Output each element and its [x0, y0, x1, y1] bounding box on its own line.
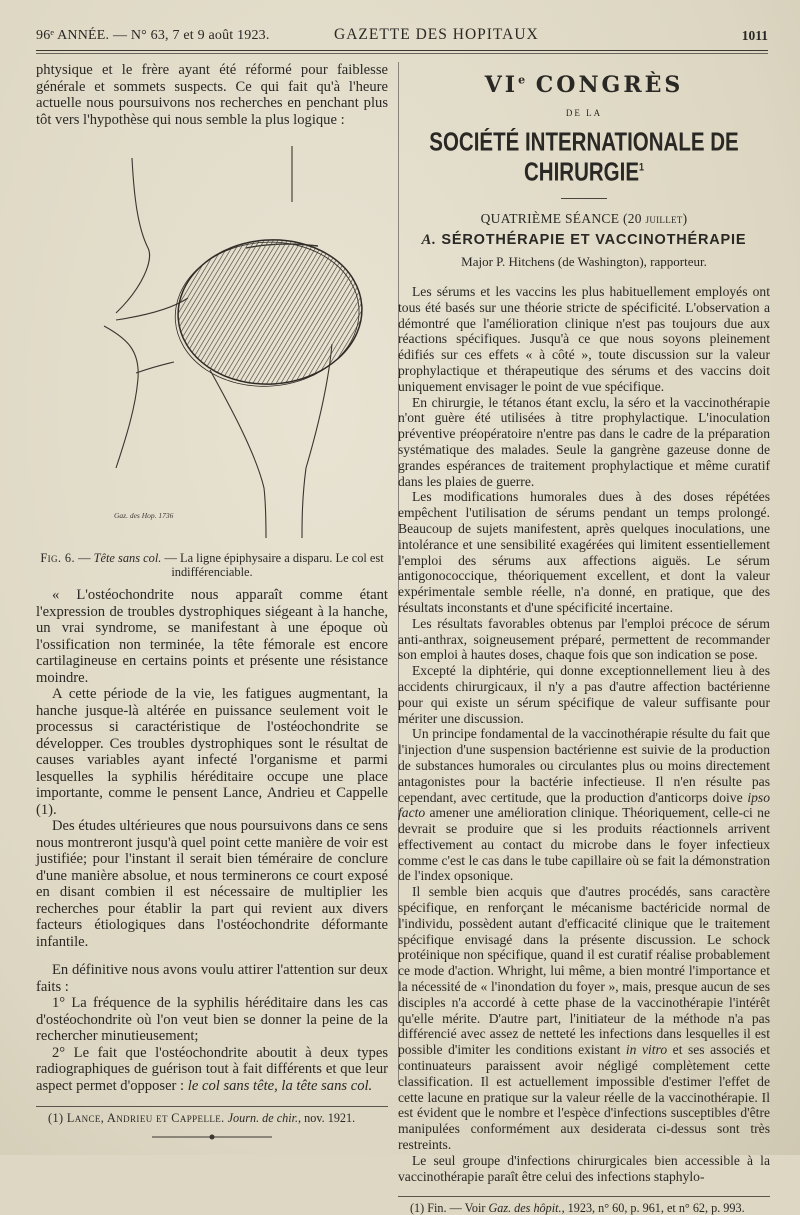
congress-number: VI: [484, 72, 519, 98]
caption-label: Fig. 6.: [40, 551, 75, 565]
paragraph: Les sérums et les vaccins les plus habituellement employés ont tous été basés sur une théorie stricte de spécificité. L'observation a démontré que l'amélioration clinique n'est pas toujours due aux réactions spécifiques. Jusqu'à ce que nous soyons pleinement édifiés sur ces effets « à côté », toute discussion sur la valeur prophylactique et thérapeutique des sérums et des vaccins doit uniquement envisager le point de vue spécifique.: [398, 284, 770, 394]
section-title: [398, 232, 770, 249]
paragraph: phtysique et le frère ayant été réformé pour faiblesse générale et sommets suspects. Ce qui fait qu'à l'heure actuelle nous poursuivons nos recherches en penchant plus tôt vers l'hypothèse qui nous semble la plus logique :: [36, 62, 388, 128]
footnote-text: (1) Fin. — Voir: [410, 1201, 486, 1215]
paragraph: [398, 884, 770, 1153]
header-rule-thin: [36, 53, 768, 54]
congress-word: CONGRÈS: [535, 72, 684, 98]
footnote-text: 1923, n° 60, p. 961, et n° 62, p. 993.: [567, 1201, 745, 1215]
end-ornament: [152, 1133, 272, 1144]
paragraph-italic: in vitro: [625, 1042, 668, 1058]
paragraph: En définitive nous avons voulu attirer l'attention sur deux faits :: [36, 962, 388, 995]
section-letter: A.: [421, 232, 437, 248]
issue-info: 96ᵉ ANNÉE. — N° 63, 7 et 9 août 1923.: [36, 28, 270, 43]
paragraph: 1° La fréquence de la syphilis héréditaire dans les cas d'ostéochondrite où l'on veut bien se donner la peine de la rechercher minutieusement;: [36, 995, 388, 1044]
header-rule: [36, 50, 768, 51]
footnote: [410, 1201, 770, 1215]
footnote: [48, 1111, 388, 1125]
figure-radiograph: [96, 138, 358, 543]
paragraph-text: Il semble bien acquis que d'autres procédés, sans caractère spécifique, en renforçant le mécanisme bactéricide normal de l'individu, possèdent autant d'efficacité clinique que le traitement spécifique envisagé dans la présente discussion. Le schock protéinique non spécifique, quand il est curatif réalise probablement ce mode d'action. Whright, lui même, a bien montré l'importance et la nécessité de « l'inondation du foyer », mais, presque aucun de ses disciples n'a accordé à cette phase de la vaccinothérapie l'intérêt qu'elle mérite. D'autre part, l'initiateur de la méthode n'a pas différencié avec assez de netteté les infections dans lesquelles il est possible d'imiter les conditions existant: [398, 884, 770, 1058]
paragraph-italic: le col sans tête, la tête sans col.: [187, 1077, 373, 1094]
left-column: [36, 62, 388, 1144]
paragraph: En chirurgie, le tétanos étant exclu, la séro et la vaccinothérapie n'ont guère été utilisées à titre prophylactique. L'inoculation préventive préopératoire n'entre pas dans le cadre de la préparation systématique des malades. Seule la gangrène gazeuse donne de grandes espérances de traitement prophylactique et même curatif dans les plaies de guerre.: [398, 394, 770, 489]
hip-drawing: [96, 138, 358, 543]
footnote-authors: (1) Lance, Andrieu et Cappelle.: [48, 1111, 225, 1125]
running-header: [36, 26, 768, 48]
ornament-line: [152, 1133, 272, 1141]
reporter-line: Major P. Hitchens (de Washington), rapporteur.: [461, 254, 707, 269]
society-note: 1: [639, 160, 645, 174]
caption-italic: Tête sans col.: [93, 551, 162, 565]
society-name: SOCIÉTÉ INTERNATIONALE DE CHIRURGIE: [429, 128, 739, 187]
congress-sup: e: [518, 73, 526, 87]
paragraph-text: et ses associés et continuateurs paraissent avoir négligé complètement cette classification. Il est actuellement impossible d'estimer l'effet de cette lacune en pratique sur la valeur réelle de la vaccinothérapie. Il est évident que le nombre et l'espèce d'infections susceptibles d'être manipulées conformément aux desiderata ci-dessus sont très restreints.: [398, 1042, 770, 1153]
paragraph-text: 2° Le fait que l'ostéochondrite aboutit à deux types radiographiques de guérison tout à fait différents et que leur aspect permet d'opposer :: [36, 1044, 388, 1094]
paragraph: [36, 1045, 388, 1095]
paragraph: « L'ostéochondrite nous apparaît comme étant l'expression de troubles dystrophiques siégeant à la hanche, un vrai syndrome, se manifestant à une époque où l'ossification non terminée, la tête fémorale est encore cartilagineuse en certains points et présente une résistance moindre.: [36, 587, 388, 686]
title-rule: [561, 198, 607, 199]
figure-caption: Fig. 6. — Tête sans col. — La ligne épiphysaire a disparu. Le col est indifférenciable.: [40, 551, 384, 579]
paragraph: Les résultats favorables obtenus par l'emploi précoce de sérum anti-anthrax, soigneusement préparé, permettent de recommander son emploi à hautes doses, chaque fois que son indication se pose.: [398, 615, 770, 663]
paragraph-text: amener une amélioration clinique. Théoriquement, celle-ci ne devrait se produire que si les produits réactionnels arrivent effectivement au contact du microbe dans le foyer infectieux comme c'est le cas dans le tube capillaire où se fait la démonstration de l'index opsonique.: [398, 805, 770, 884]
journal-title: GAZETTE DES HOPITAUX: [334, 26, 539, 43]
session-heading: QUATRIÈME SÉANCE (20 juillet): [480, 211, 688, 226]
footnote-source: Gaz. des hôpit.,: [488, 1201, 565, 1215]
paragraph: [398, 726, 770, 884]
figure-signature: Gaz. des Hop. 1736: [114, 511, 174, 520]
paragraph-italic: ipso facto: [398, 789, 770, 821]
footnote-date: nov. 1921.: [304, 1111, 356, 1125]
paragraph-text: Un principe fondamental de la vaccinothérapie résulte du fait que l'injection d'une suspension bactérienne est suivie de la production de substances humorales ou circulantes plus ou moins directement antagonistes pour la bactérie infectieuse. Il n'en résulte pas cependant, avec certitude, que la production d'anticorps doive: [398, 726, 770, 805]
paragraph: Les modifications humorales dues à des doses répétées empêchent l'utilisation de sérums pendant un temps prolongé. Beaucoup de sujets manifestent, après quelques inoculations, une intolérance et une sensibilité exagérées qui limitent essentiellement l'emploi des sérums aux affections aiguës. Le sérum antigonococcique, théoriquement excellent, et dont la valeur expérimentale semble réelle, n'a donné, en pratique, que des résultats inconstants et d'une spécificité incertaine.: [398, 489, 770, 615]
footnote-source: Journ. de chir.,: [227, 1111, 302, 1125]
paragraph: Le seul groupe d'infections chirurgicales bien accessible à la vaccinothérapie paraît être celui des infections staphylo-: [398, 1152, 770, 1184]
footnote-rule: [36, 1106, 388, 1107]
section-title-text: SÉROTHÉRAPIE ET VACCINOTHÉRAPIE: [441, 232, 747, 248]
page-number: 1011: [741, 28, 768, 43]
de-la: DE LA: [565, 108, 603, 118]
congress-heading: [398, 72, 770, 98]
right-column: [398, 62, 770, 1215]
paragraph: Excepté la diphtérie, qui donne exceptionnellement lieu à des accidents chirurgicaux, il n'y a pas d'autre affection bactérienne pour qui existe un sérum spécifique de valeur suffisante pour mériter une discussion.: [398, 663, 770, 726]
paragraph: A cette période de la vie, les fatigues augmentant, la hanche jusque-là altérée en puissance seulement voit le processus si caractéristique de l'ostéochondrite se développer. Ces troubles dystrophiques sont le résultat de causes variables ayant infecté l'organisme et parmi lesquelles la syphilis héréditaire occupe une place importante, comme le pensent Lance, Andrieu et Cappelle (1).: [36, 686, 388, 818]
footnote-rule: [398, 1196, 770, 1197]
paragraph: Des études ultérieures que nous poursuivons dans ce sens nous montreront jusqu'à quel point cette manière de voir est justifiée; pour l'instant il serait bien téméraire de conclure d'une manière absolue, et nous terminerons ce court exposé en disant combien il est nécessaire de multiplier les recherches pour établir la part qui revient aux divers facteurs étiologiques dans l'ostéochondrite déformante infantile.: [36, 818, 388, 950]
society-title: [398, 128, 770, 188]
caption-text: — La ligne épiphysaire a disparu. Le col est indifférenciable.: [164, 551, 384, 579]
